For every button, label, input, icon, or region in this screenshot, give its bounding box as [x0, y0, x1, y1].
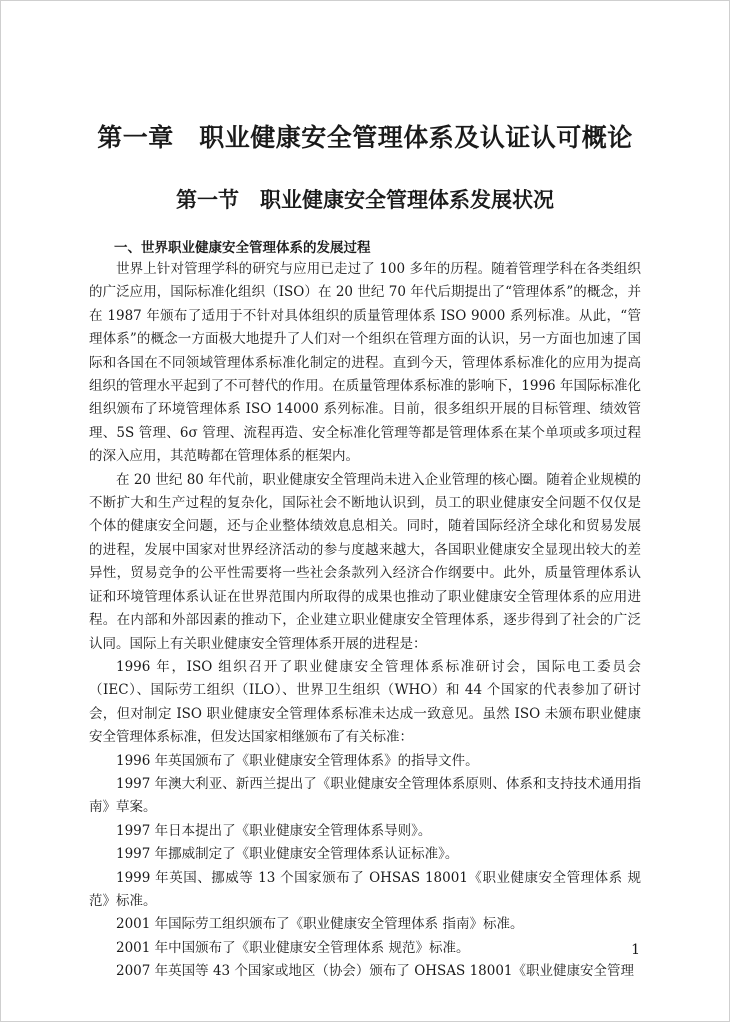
- paragraph: 1997 年挪威制定了《职业健康安全管理体系认证标准》。: [116, 846, 459, 863]
- paragraph: 2001 年国际劳工组织颁布了《职业健康安全管理体系 指南》标准。: [116, 916, 524, 933]
- paragraph: 1997 年澳大利亚、新西兰提出了《职业健康安全管理体系原则、体系和支持技术通用指南》草案。: [89, 775, 641, 816]
- paragraph: 1996 年英国颁布了《职业健康安全管理体系》的指导文件。: [116, 752, 479, 769]
- page-number: 1: [631, 942, 640, 958]
- subheading: 一、世界职业健康安全管理体系的发展过程: [114, 240, 371, 256]
- body-text: [89, 258, 641, 984]
- chapter-title: 第一章 职业健康安全管理体系及认证认可概论: [97, 123, 633, 152]
- paragraph: 1996 年，ISO 组织召开了职业健康安全管理体系标准研讨会，国际电工委员会（IEC）、国际劳工组织（ILO）、世界卫生组织（WHO）和 44 个国家的代表参加了研讨会，但对制定 ISO 职业健康安全管理体系标准未达成一致意见。虽然 ISO 未颁布职业健康安全管理体系标准，但发达国家相继颁布了有关标准：: [89, 658, 641, 746]
- paragraph: 1999 年英国、挪威等 13 个国家颁布了 OHSAS 18001《职业健康安全管理体系 规范》标准。: [89, 869, 641, 909]
- paragraph: 2001 年中国颁布了《职业健康安全管理体系 规范》标准。: [116, 939, 470, 956]
- section-title: 第一节 职业健康安全管理体系发展状况: [176, 187, 554, 212]
- paragraph: 世界上针对管理学科的研究与应用已走过了 100 多年的历程。随着管理学科在各类组织的广泛应用，国际标准化组织（ISO）在 20 世纪 70 年代后期提出了“管理体系”的概念，并在 1987 年颁布了适用于不针对具体组织的质量管理体系 ISO 9000 系列标准。从此，“管理体系”的概念一方面极大地提升了人们对一个组织在管理方面的认识，另一方面也加速了国际和各国在不同领域管理体系标准化制定的进程。直到今天，管理体系标准化的应用为提高组织的管理水平起到了不可替代的作用。在质量管理体系标准的影响下，1996 年国际标准化组织颁布了环境管理体系 ISO 14000 系列标准。目前，很多组织开展的目标管理、绩效管理、5S 管理、6σ 管理、流程再造、安全标准化管理等都是管理体系在某个单项或多项过程的深入应用，其范畴都在管理体系的框架内。: [89, 261, 641, 465]
- paragraph: 2007 年英国等 43 个国家或地区（协会）颁布了 OHSAS 18001《职业健康安全管理: [116, 963, 635, 980]
- paragraph: 1997 年日本提出了《职业健康安全管理体系导则》。: [116, 822, 432, 839]
- paragraph: 在 20 世纪 80 年代前，职业健康安全管理尚未进入企业管理的核心圈。随着企业规模的不断扩大和生产过程的复杂化，国际社会不断地认识到，员工的职业健康安全问题不仅仅是个体的健康安全问题，还与企业整体绩效息息相关。同时，随着国际经济全球化和贸易发展的进程，发展中国家对世界经济活动的参与度越来越大，各国职业健康安全显现出较大的差异性，贸易竞争的公平性需要将一些社会条款列入经济合作纲要中。此外，质量管理体系认证和环境管理体系认证在世界范围内所取得的成果也推动了职业健康安全管理体系的应用进程。在内部和外部因素的推动下，企业建立职业健康安全管理体系，逐步得到了社会的广泛认同。国际上有关职业健康安全管理体系开展的进程是：: [89, 471, 641, 652]
